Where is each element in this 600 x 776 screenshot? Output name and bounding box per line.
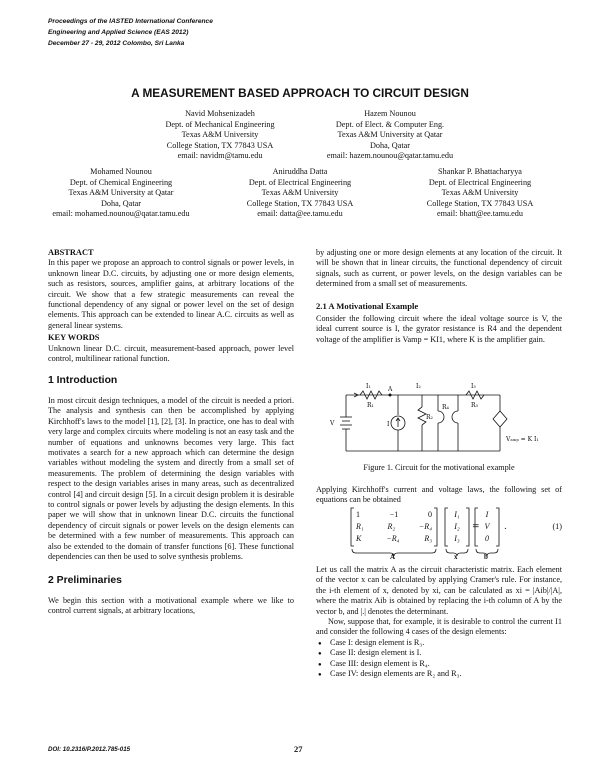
keywords-text: Unknown linear D.C. circuit, measurement-based approach, power level control, multilinear rational function.: [48, 343, 294, 364]
author-dept: Dept. of Electrical Engineering: [248, 177, 352, 187]
author-city: College Station, TX 77843 USA: [426, 198, 534, 208]
author-dept: Dept. of Mechanical Engineering: [165, 119, 275, 129]
a22: R₂: [387, 522, 396, 531]
circuit-diagram: [326, 381, 558, 463]
i1-label: I₁: [366, 383, 371, 390]
v-source-label: V: [330, 420, 335, 427]
case-item: ● Case III: design element is R₄.: [316, 659, 562, 669]
matrix-a: [356, 509, 432, 545]
prelim-text: We begin this section with a motivational example where we like to control current signals, at arbitrary locations,: [48, 595, 294, 616]
doi: DOI: 10.2316/P.2012.785-015: [48, 746, 131, 753]
a33: R₃: [424, 534, 432, 543]
author-city: College Station, TX 77843 USA: [166, 140, 274, 150]
matrix-equation: [316, 506, 562, 562]
author-block-5: [390, 167, 570, 220]
r1-label: R₁: [367, 402, 374, 409]
figure-caption: Figure 1. Circuit for the motivational example: [363, 463, 515, 472]
subsection-heading: 2.1 A Motivational Example: [316, 300, 419, 311]
conference-line: Engineering and Applied Science (EAS 2012): [48, 29, 189, 36]
author-dept: Dept. of Elect. & Computer Eng.: [335, 119, 445, 129]
paper-title: A MEASUREMENT BASED APPROACH TO CIRCUIT DESIGN: [131, 86, 469, 100]
equation-brackets: [316, 506, 562, 562]
node-a-label: A: [388, 386, 393, 393]
r3-label: R₃: [471, 402, 478, 409]
b1: I: [485, 510, 489, 519]
i2-label: I₂: [416, 383, 421, 390]
author-city: College Station, TX 77843 USA: [246, 198, 354, 208]
example-text: Consider the following circuit where the ideal voltage source is V, the ideal current source is I, the gyrator resistance is R4 and the dependent voltage of the amplifier is Vamp = KI1, where K is the amplifier gain.: [316, 314, 562, 344]
author-block-1: [125, 109, 315, 162]
author-block-2: [295, 109, 485, 162]
i3-label: I₃: [471, 383, 476, 390]
left-column: [48, 248, 294, 617]
equation-number: (1): [552, 522, 562, 531]
author-univ: Texas A&M University at Qatar: [337, 130, 443, 139]
author-univ: Texas A&M University: [181, 130, 259, 139]
proceedings-line: Proceedings of the IASTED International Conference: [48, 18, 213, 25]
x2: I₂: [454, 522, 460, 531]
intro-heading: 1 Introduction: [48, 375, 118, 387]
case-item: ● Case II: design element is I.: [316, 648, 562, 658]
author-email: email: mohamed.nounou@qatar.tamu.edu: [52, 209, 190, 218]
isrc-label: I: [387, 421, 390, 428]
case-item: ● Case I: design element is R₃.: [316, 638, 562, 648]
abstract-text: In this paper we propose an approach to control signals or power levels, in unknown linear D.C. circuits, by adjusting one or more design elements, such as resistors, sources, amplifier gains, at arbitrary locations of the circuit. We show that a few strategic measurements can reveal the functional dependency of any signal or power level on the set of design elements. This approach can be extended to linear A.C. circuits as well as general linear systems.: [48, 258, 294, 330]
a11: 1: [356, 510, 360, 519]
amp-label: Vₐₘₚ = K I₁: [506, 436, 539, 443]
author-dept: Dept. of Electrical Engineering: [428, 177, 532, 187]
a31: K: [356, 534, 362, 543]
author-email: email: bhatt@ee.tamu.edu: [437, 209, 523, 218]
label-a: A: [390, 553, 396, 561]
svg-text:.: .: [504, 522, 507, 532]
author-dept: Dept. of Chemical Engineering: [69, 177, 173, 187]
label-x: x: [454, 553, 458, 561]
a23: −R₄: [418, 522, 432, 531]
author-univ: Texas A&M University: [441, 188, 519, 197]
kirchhoff-text: Applying Kirchhoff's current and voltage laws, the following set of equations can be obtained: [316, 485, 562, 505]
author-email: email: hazem.nounou@qatar.tamu.edu: [326, 151, 454, 160]
author-univ: Texas A&M University: [261, 188, 339, 197]
author-name: Shankar P. Bhattacharyya: [438, 167, 522, 176]
case-item: ● Case IV: design elements are R₂ and R₃.: [316, 669, 562, 679]
suppose-text: Now, suppose that, for example, it is desirable to control the current I1 and consider the following 4 cases of the design elements:: [316, 617, 562, 637]
r2-label: R₂: [426, 414, 433, 421]
author-block-3: [28, 167, 214, 220]
author-univ: Texas A&M University at Qatar: [68, 188, 174, 197]
author-name: Aniruddha Datta: [272, 167, 328, 176]
x1: I₁: [454, 510, 460, 519]
after-equation-text: Let us call the matrix A as the circuit characteristic matrix. Each element of the vector x can be calculated by applying Cramer's rule. For instance, the i-th element of x, denoted by xi, can be calculated as xi = |Aib|/|A|, where the matrix Aib is obtained by replacing the i-th column of A by the vector b, and |.| denotes the determinant.: [316, 565, 562, 616]
prelim-heading: 2 Preliminaries: [48, 575, 122, 587]
author-email: email: navidm@tamu.edu: [177, 151, 263, 160]
continued-text: by adjusting one or more design elements at any location of the circuit. It will be shown that in linear circuits, the functional dependency of circuit signals, such as current, or power levels, on the design variables can be determined from a small set of measurements.: [316, 248, 562, 289]
a12: −1: [389, 510, 399, 519]
right-column: [316, 248, 562, 345]
author-email: email: datta@ee.tamu.edu: [257, 209, 343, 218]
author-block-4: [215, 167, 385, 220]
a13: 0: [427, 510, 432, 519]
intro-text: In most circuit design techniques, a model of the circuit is needed a priori. The analysis and synthesis can then be accomplished by applying Kirchhoff's laws to the model [1], [2], [3]. In practice, one has to deal with very large and complex circuits where modeling is not an easy task and the number of equations and unknowns becomes very large. This fact motivates a search for a new approach which can determine the design variables without modeling the system and directly from a small set of measurements. The problem of determining the design variables with respect to the design variables arises in many areas, such as decentralized control [4] and circuit design [5]. In a circuit design problem it is desirable to control signals or power levels by adjusting the design elements. In this paper we will show that in unknown linear D.C. circuits the functional dependency of circuit signals or power levels on the design elements can be determined with a few number of measurements. This approach can also be extended to the domain of transfer functions [6]. These functional dependencies can then be used to solve synthesis problems.: [48, 395, 294, 561]
label-b: b: [484, 553, 488, 561]
author-name: Hazem Nounou: [364, 109, 416, 118]
right-column-lower: [316, 565, 562, 679]
page-number: 27: [294, 744, 303, 754]
r4-label: R₄: [442, 404, 449, 411]
vector-b: [479, 509, 495, 545]
keywords-heading: KEY WORDS: [48, 333, 100, 343]
a21: R₁: [356, 522, 364, 531]
vector-x: [449, 509, 465, 545]
author-name: Mohamed Nounou: [90, 167, 152, 176]
author-city: Doha, Qatar: [100, 198, 141, 208]
date-line: December 27 - 29, 2012 Colombo, Sri Lanka: [48, 40, 185, 47]
a32: −R₄: [386, 534, 400, 543]
svg-text:=: =: [472, 522, 480, 532]
b2: V: [484, 522, 490, 531]
author-name: Navid Mohsenizadeh: [185, 109, 255, 118]
b3: 0: [485, 534, 489, 543]
author-city: Doha, Qatar: [369, 140, 410, 150]
abstract-heading: ABSTRACT: [48, 248, 94, 257]
x3: I₃: [454, 534, 460, 543]
